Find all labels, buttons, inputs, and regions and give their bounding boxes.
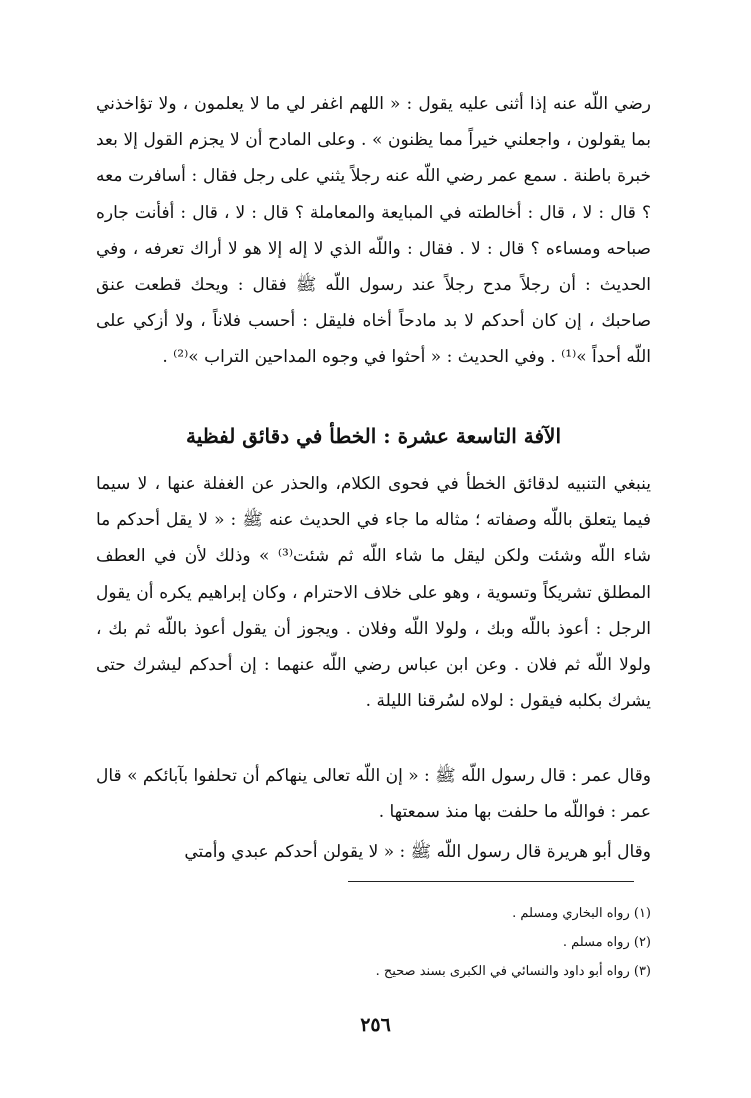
- footnote-divider: [348, 881, 634, 882]
- section-heading: الآفة التاسعة عشرة : الخطأ في دقائق لفظية: [185, 424, 562, 448]
- paragraph-umar-oath: وقال عمر : قال رسول اللّه ﷺ : « إن اللّه تعالى ينهاكم أن تحلفوا بآبائكم » قال عمر : فواللّه ما حلفت بها منذ سمعتها .: [96, 766, 651, 823]
- paragraph-abu-hurayra: وقال أبو هريرة قال رسول اللّه ﷺ : « لا يقولن أحدكم عبدي وأمتي: [184, 842, 651, 862]
- footnote: (١) رواه البخاري ومسلم .: [512, 906, 651, 921]
- page-number: ٢٥٦: [360, 1014, 391, 1036]
- footnote: (٣) رواه أبو داود والنسائي في الكبرى بسند صحيح .: [375, 964, 651, 979]
- paragraph-praise: رضي اللّه عنه إذا أثنى عليه يقول : « اللهم اغفر لي ما لا يعلمون ، ولا تؤاخذني بما يقولون ، واجعلني خيراً مما يظنون » . وعلى المادح أن لا يجزم القول إلا بعد خبرة باطنة . سمع عمر رضي اللّه عنه رجلاً يثني على رجل فقال : أسافرت معه ؟ قال : لا ، قال : أخالطته في المبايعة والمعاملة ؟ قال : لا ، قال : أفأنت جاره صباحه ومساءه ؟ قال : لا . فقال : واللّه الذي لا إله إلا هو لا أراك تعرفه ، وفي الحديث : أن رجلاً مدح رجلاً عند رسول اللّه ﷺ فقال : ويحك قطعت عنق صاحبك ، إن كان أحدكم لا بد مادحاً أخاه فليقل : أحسب فلاناً ، ولا أزكي على اللّه أحداً »⁽¹⁾ . وفي الحديث : « أحثوا في وجوه المداحين التراب »⁽²⁾ .: [96, 94, 651, 368]
- paragraph-word-errors: ينبغي التنبيه لدقائق الخطأ في فحوى الكلام، والحذر عن الغفلة عنها ، لا سيما فيما يتعلق باللّه وصفاته ؛ مثاله ما جاء في الحديث عنه ﷺ : « لا يقل أحدكم ما شاء اللّه وشئت ولكن ليقل ما شاء اللّه ثم شئت⁽³⁾ » وذلك لأن في العطف المطلق تشريكاً وتسوية ، وهو على خلاف الاحترام ، وكان إبراهيم يكره أن يقول الرجل : أعوذ باللّه وبك ، ولولا اللّه وفلان . ويجوز أن يقول أعوذ باللّه ثم بك ، ولولا اللّه ثم فلان . وعن ابن عباس رضي اللّه عنهما : إن أحدكم ليشرك حتى يشرك بكلبه فيقول : لولاه لسُرقنا الليلة .: [96, 474, 651, 712]
- footnote: (٢) رواه مسلم .: [562, 935, 651, 950]
- footnotes: [96, 899, 651, 986]
